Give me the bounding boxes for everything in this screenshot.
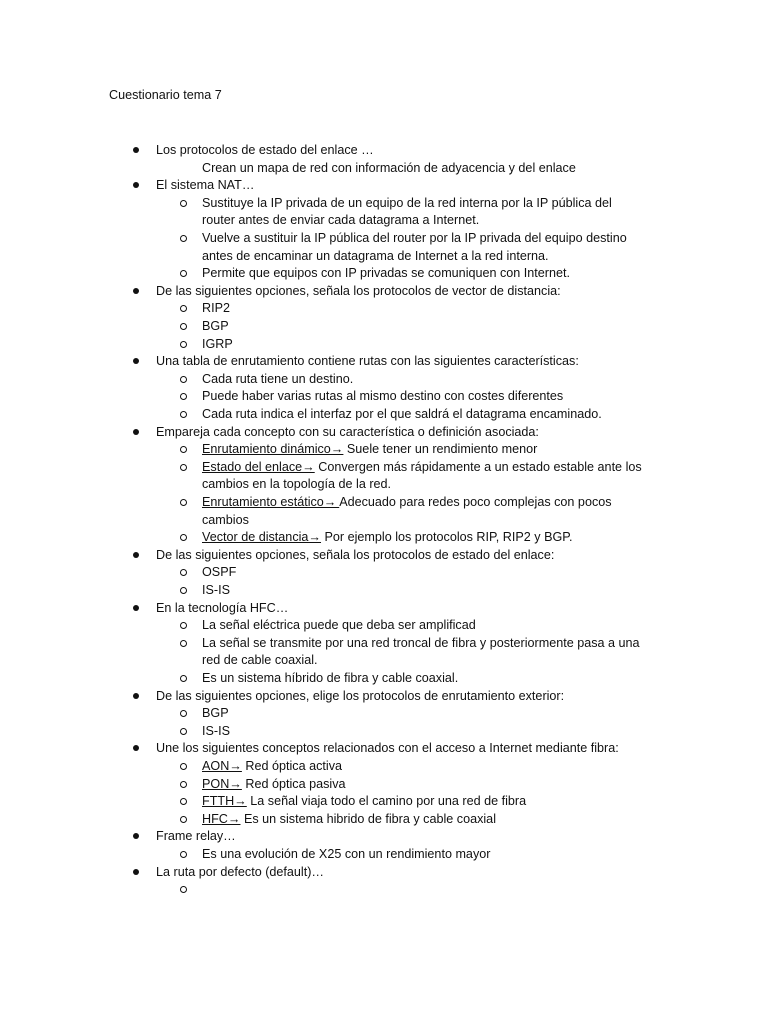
answer-text: OSPF bbox=[202, 565, 237, 580]
question-text: El sistema NAT… bbox=[156, 178, 255, 193]
sub-bullet-icon bbox=[180, 323, 187, 330]
sub-bullet-icon bbox=[180, 781, 187, 788]
question-text: De las siguientes opciones, señala los protocolos de vector de distancia: bbox=[156, 283, 561, 298]
question-text: Une los siguientes conceptos relacionados con el acceso a Internet mediante fibra: bbox=[156, 741, 619, 756]
question-text: Empareja cada concepto con su característica o definición asociada: bbox=[156, 424, 539, 439]
sub-bullet-icon bbox=[180, 710, 187, 717]
pair-term: Estado del enlace→ bbox=[202, 459, 315, 474]
answer-text: antes de encaminar un datagrama de Internet a la red interna. bbox=[202, 248, 549, 263]
document-title: Cuestionario tema 7 bbox=[109, 88, 222, 102]
pair-definition: Suele tener un rendimiento menor bbox=[343, 442, 538, 457]
pair-definition: Adecuado para redes poco complejas con pocos bbox=[339, 495, 612, 509]
pair-term: HFC→ bbox=[202, 811, 241, 826]
pair-definition: Por ejemplo los protocolos RIP, RIP2 y BGP. bbox=[321, 530, 573, 545]
answer-text: RIP2 bbox=[202, 301, 230, 316]
question-text: Una tabla de enrutamiento contiene rutas con las siguientes características: bbox=[156, 354, 579, 369]
bullet-icon bbox=[133, 147, 139, 153]
bullet-icon bbox=[133, 429, 139, 435]
sub-bullet-icon bbox=[180, 569, 187, 576]
answer-text: Puede haber varias rutas al mismo destino con costes diferentes bbox=[202, 389, 564, 404]
sub-bullet-icon bbox=[180, 886, 187, 893]
sub-bullet-icon bbox=[180, 235, 187, 242]
pair-line bbox=[202, 810, 496, 828]
sub-bullet-icon bbox=[180, 622, 187, 629]
pair-term: PON→ bbox=[202, 776, 242, 791]
sub-bullet-icon bbox=[180, 305, 187, 312]
pair-line bbox=[202, 528, 573, 546]
answer-text: BGP bbox=[202, 319, 229, 333]
sub-bullet-icon bbox=[180, 763, 187, 770]
sub-bullet-icon bbox=[180, 464, 187, 471]
pair-line bbox=[202, 440, 537, 458]
answer-text: La señal eléctrica puede que deba ser amplificad bbox=[202, 618, 476, 633]
bullet-icon bbox=[133, 288, 139, 294]
answer-text: Sustituye la IP privada de un equipo de la red interna por la IP pública del bbox=[202, 195, 612, 210]
pair-definition: La señal viaja todo el camino por una red de fibra bbox=[246, 794, 527, 809]
sub-bullet-icon bbox=[180, 816, 187, 823]
sub-bullet-icon bbox=[180, 534, 187, 541]
answer-text: IGRP bbox=[202, 336, 233, 351]
pair-line bbox=[202, 775, 346, 793]
question-text: Frame relay… bbox=[156, 829, 236, 844]
sub-bullet-icon bbox=[180, 798, 187, 805]
pair-definition: Es un sistema hibrido de fibra y cable coaxial bbox=[240, 811, 496, 826]
answer-text: Cada ruta tiene un destino. bbox=[202, 371, 354, 386]
answer-text: Cada ruta indica el interfaz por el que saldrá el datagrama encaminado. bbox=[202, 407, 602, 421]
question-text: De las siguientes opciones, señala los protocolos de estado del enlace: bbox=[156, 547, 555, 562]
answer-text: Crean un mapa de red con información de adyacencia y del enlace bbox=[202, 160, 576, 175]
sub-bullet-icon bbox=[180, 393, 187, 400]
answer-text: Es una evolución de X25 con un rendimiento mayor bbox=[202, 847, 491, 861]
sub-bullet-icon bbox=[180, 446, 187, 453]
sub-bullet-icon bbox=[180, 675, 187, 682]
sub-bullet-icon bbox=[180, 411, 187, 418]
pair-definition-continued: cambios bbox=[202, 512, 249, 527]
bullet-icon bbox=[133, 693, 139, 699]
answer-text: Vuelve a sustituir la IP pública del router por la IP privada del equipo destino bbox=[202, 231, 627, 245]
sub-bullet-icon bbox=[180, 587, 187, 594]
pair-definition: Red óptica pasiva bbox=[241, 776, 346, 791]
pair-term: AON→ bbox=[202, 759, 242, 773]
sub-bullet-icon bbox=[180, 200, 187, 207]
pair-line bbox=[202, 493, 612, 511]
question-text: De las siguientes opciones, elige los protocolos de enrutamiento exterior: bbox=[156, 688, 565, 703]
bullet-icon bbox=[133, 552, 139, 558]
pair-line bbox=[202, 458, 642, 476]
answer-text: red de cable coaxial. bbox=[202, 653, 318, 668]
pair-term: Vector de distancia→ bbox=[202, 530, 322, 545]
bullet-icon bbox=[133, 182, 139, 188]
answer-text: Es un sistema híbrido de fibra y cable coaxial. bbox=[202, 671, 459, 685]
sub-bullet-icon bbox=[180, 341, 187, 348]
question-text: La ruta por defecto (default)… bbox=[156, 864, 325, 879]
bullet-icon bbox=[133, 869, 139, 875]
answer-text: IS-IS bbox=[202, 723, 230, 738]
answer-text: router antes de enviar cada datagrama a Internet. bbox=[202, 213, 480, 228]
sub-bullet-icon bbox=[180, 851, 187, 858]
question-text: Los protocolos de estado del enlace … bbox=[156, 143, 374, 157]
pair-line bbox=[202, 792, 526, 810]
sub-bullet-icon bbox=[180, 640, 187, 647]
bullet-icon bbox=[133, 605, 139, 611]
bullet-icon bbox=[133, 745, 139, 751]
sub-bullet-icon bbox=[180, 728, 187, 735]
sub-bullet-icon bbox=[180, 270, 187, 277]
sub-bullet-icon bbox=[180, 499, 187, 506]
pair-term: Enrutamiento dinámico→ bbox=[202, 442, 344, 457]
pair-definition: Red óptica activa bbox=[241, 759, 342, 773]
bullet-icon bbox=[133, 833, 139, 839]
pair-line bbox=[202, 757, 342, 775]
answer-text: La señal se transmite por una red troncal de fibra y posteriormente pasa a una bbox=[202, 635, 640, 650]
pair-term: Enrutamiento estático→ bbox=[202, 495, 340, 509]
pair-definition-continued: cambios en la topología de la red. bbox=[202, 477, 392, 492]
pair-term: FTTH→ bbox=[202, 794, 247, 809]
answer-text: Permite que equipos con IP privadas se comuniquen con Internet. bbox=[202, 266, 571, 281]
pair-definition: Convergen más rápidamente a un estado estable ante los bbox=[314, 459, 642, 474]
question-text: En la tecnología HFC… bbox=[156, 600, 289, 615]
sub-bullet-icon bbox=[180, 376, 187, 383]
answer-text: BGP bbox=[202, 706, 229, 721]
bullet-icon bbox=[133, 358, 139, 364]
answer-text: IS-IS bbox=[202, 583, 230, 597]
